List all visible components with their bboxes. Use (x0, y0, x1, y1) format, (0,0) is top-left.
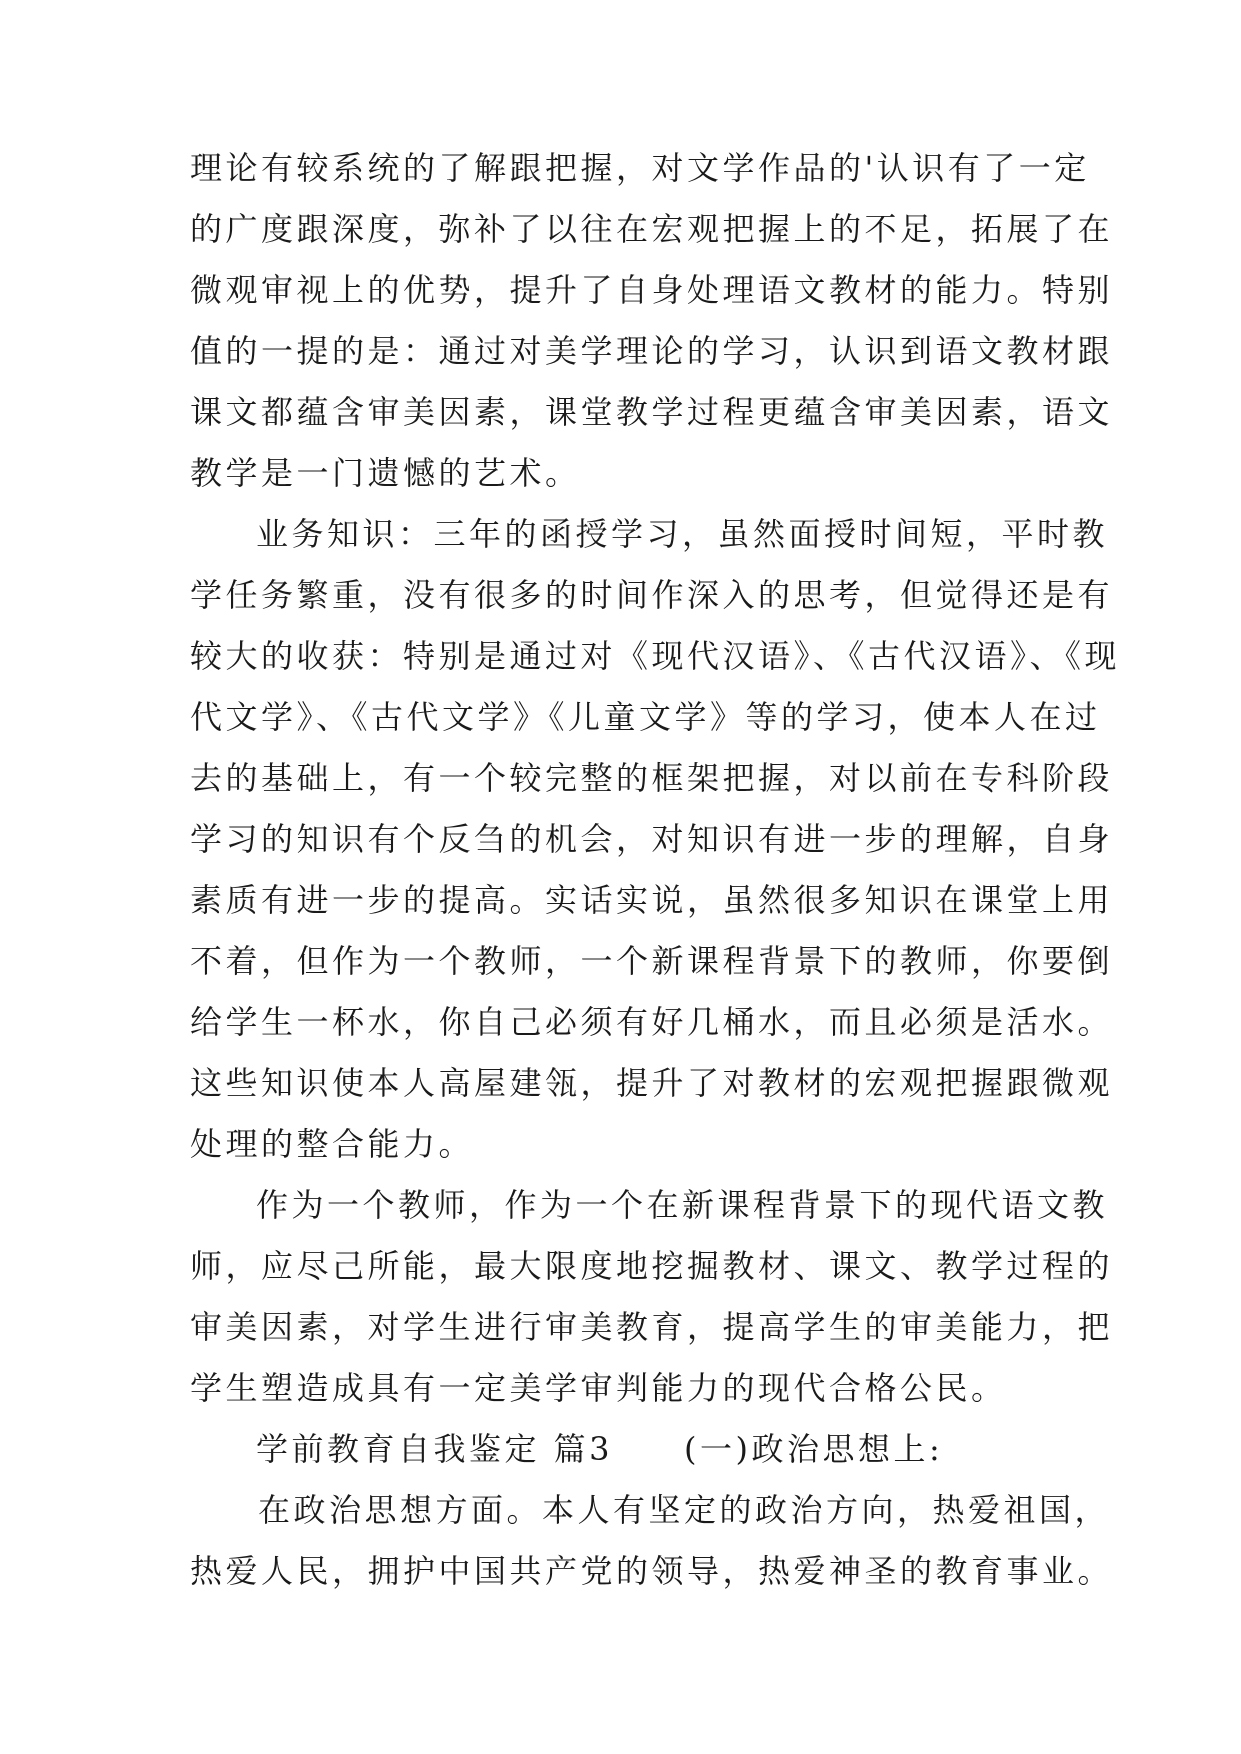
text-line: 给学生一杯水，你自己必须有好几桶水，而且必须是活水。 (190, 1003, 1114, 1041)
text-line: 的广度跟深度，弥补了以往在宏观把握上的不足，拓展了在 (190, 210, 1114, 248)
text-line: 师，应尽己所能，最大限度地挖掘教材、课文、教学过程的 (190, 1247, 1114, 1285)
text-line: 不着，但作为一个教师，一个新课程背景下的教师，你要倒 (190, 942, 1114, 980)
text-line: 值的一提的是：通过对美学理论的学习，认识到语文教材跟 (190, 332, 1114, 370)
text-line: 素质有进一步的提高。实话实说，虽然很多知识在课堂上用 (190, 881, 1114, 919)
text-line: 审美因素，对学生进行审美教育，提高学生的审美能力，把 (190, 1308, 1114, 1346)
text-line: 教学是一门遗憾的艺术。 (190, 454, 581, 492)
paragraph-start-line: 业务知识：三年的函授学习，虽然面授时间短，平时教 (256, 515, 1109, 553)
text-line: 去的基础上，有一个较完整的框架把握，对以前在专科阶段 (190, 759, 1114, 797)
text-line: 处理的整合能力。 (190, 1125, 475, 1163)
text-line: 代文学》、《古代文学》《儿童文学》等的学习，使本人在过 (190, 698, 1101, 736)
section-heading: 学前教育自我鉴定 篇3 (一)政治思想上: (256, 1430, 944, 1468)
text-line: 微观审视上的优势，提升了自身处理语文教材的能力。特别 (190, 271, 1114, 309)
paragraph-start-line: 在政治思想方面。本人有坚定的政治方向，热爱祖国， (258, 1491, 1111, 1529)
text-line: 较大的收获：特别是通过对《现代汉语》、《古代汉语》、《现 (190, 637, 1121, 675)
text-line: 学生塑造成具有一定美学审判能力的现代合格公民。 (190, 1369, 1007, 1407)
text-line: 课文都蕴含审美因素，课堂教学过程更蕴含审美因素，语文 (190, 393, 1114, 431)
text-line: 这些知识使本人高屋建瓴，提升了对教材的宏观把握跟微观 (190, 1064, 1114, 1102)
text-line: 学习的知识有个反刍的机会，对知识有进一步的理解，自身 (190, 820, 1114, 858)
text-line: 热爱人民，拥护中国共产党的领导，热爱神圣的教育事业。 (190, 1552, 1114, 1590)
text-line: 理论有较系统的了解跟把握，对文学作品的'认识有了一定 (190, 149, 1090, 187)
text-line: 学任务繁重，没有很多的时间作深入的思考，但觉得还是有 (190, 576, 1114, 614)
paragraph-start-line: 作为一个教师，作为一个在新课程背景下的现代语文教 (256, 1186, 1109, 1224)
